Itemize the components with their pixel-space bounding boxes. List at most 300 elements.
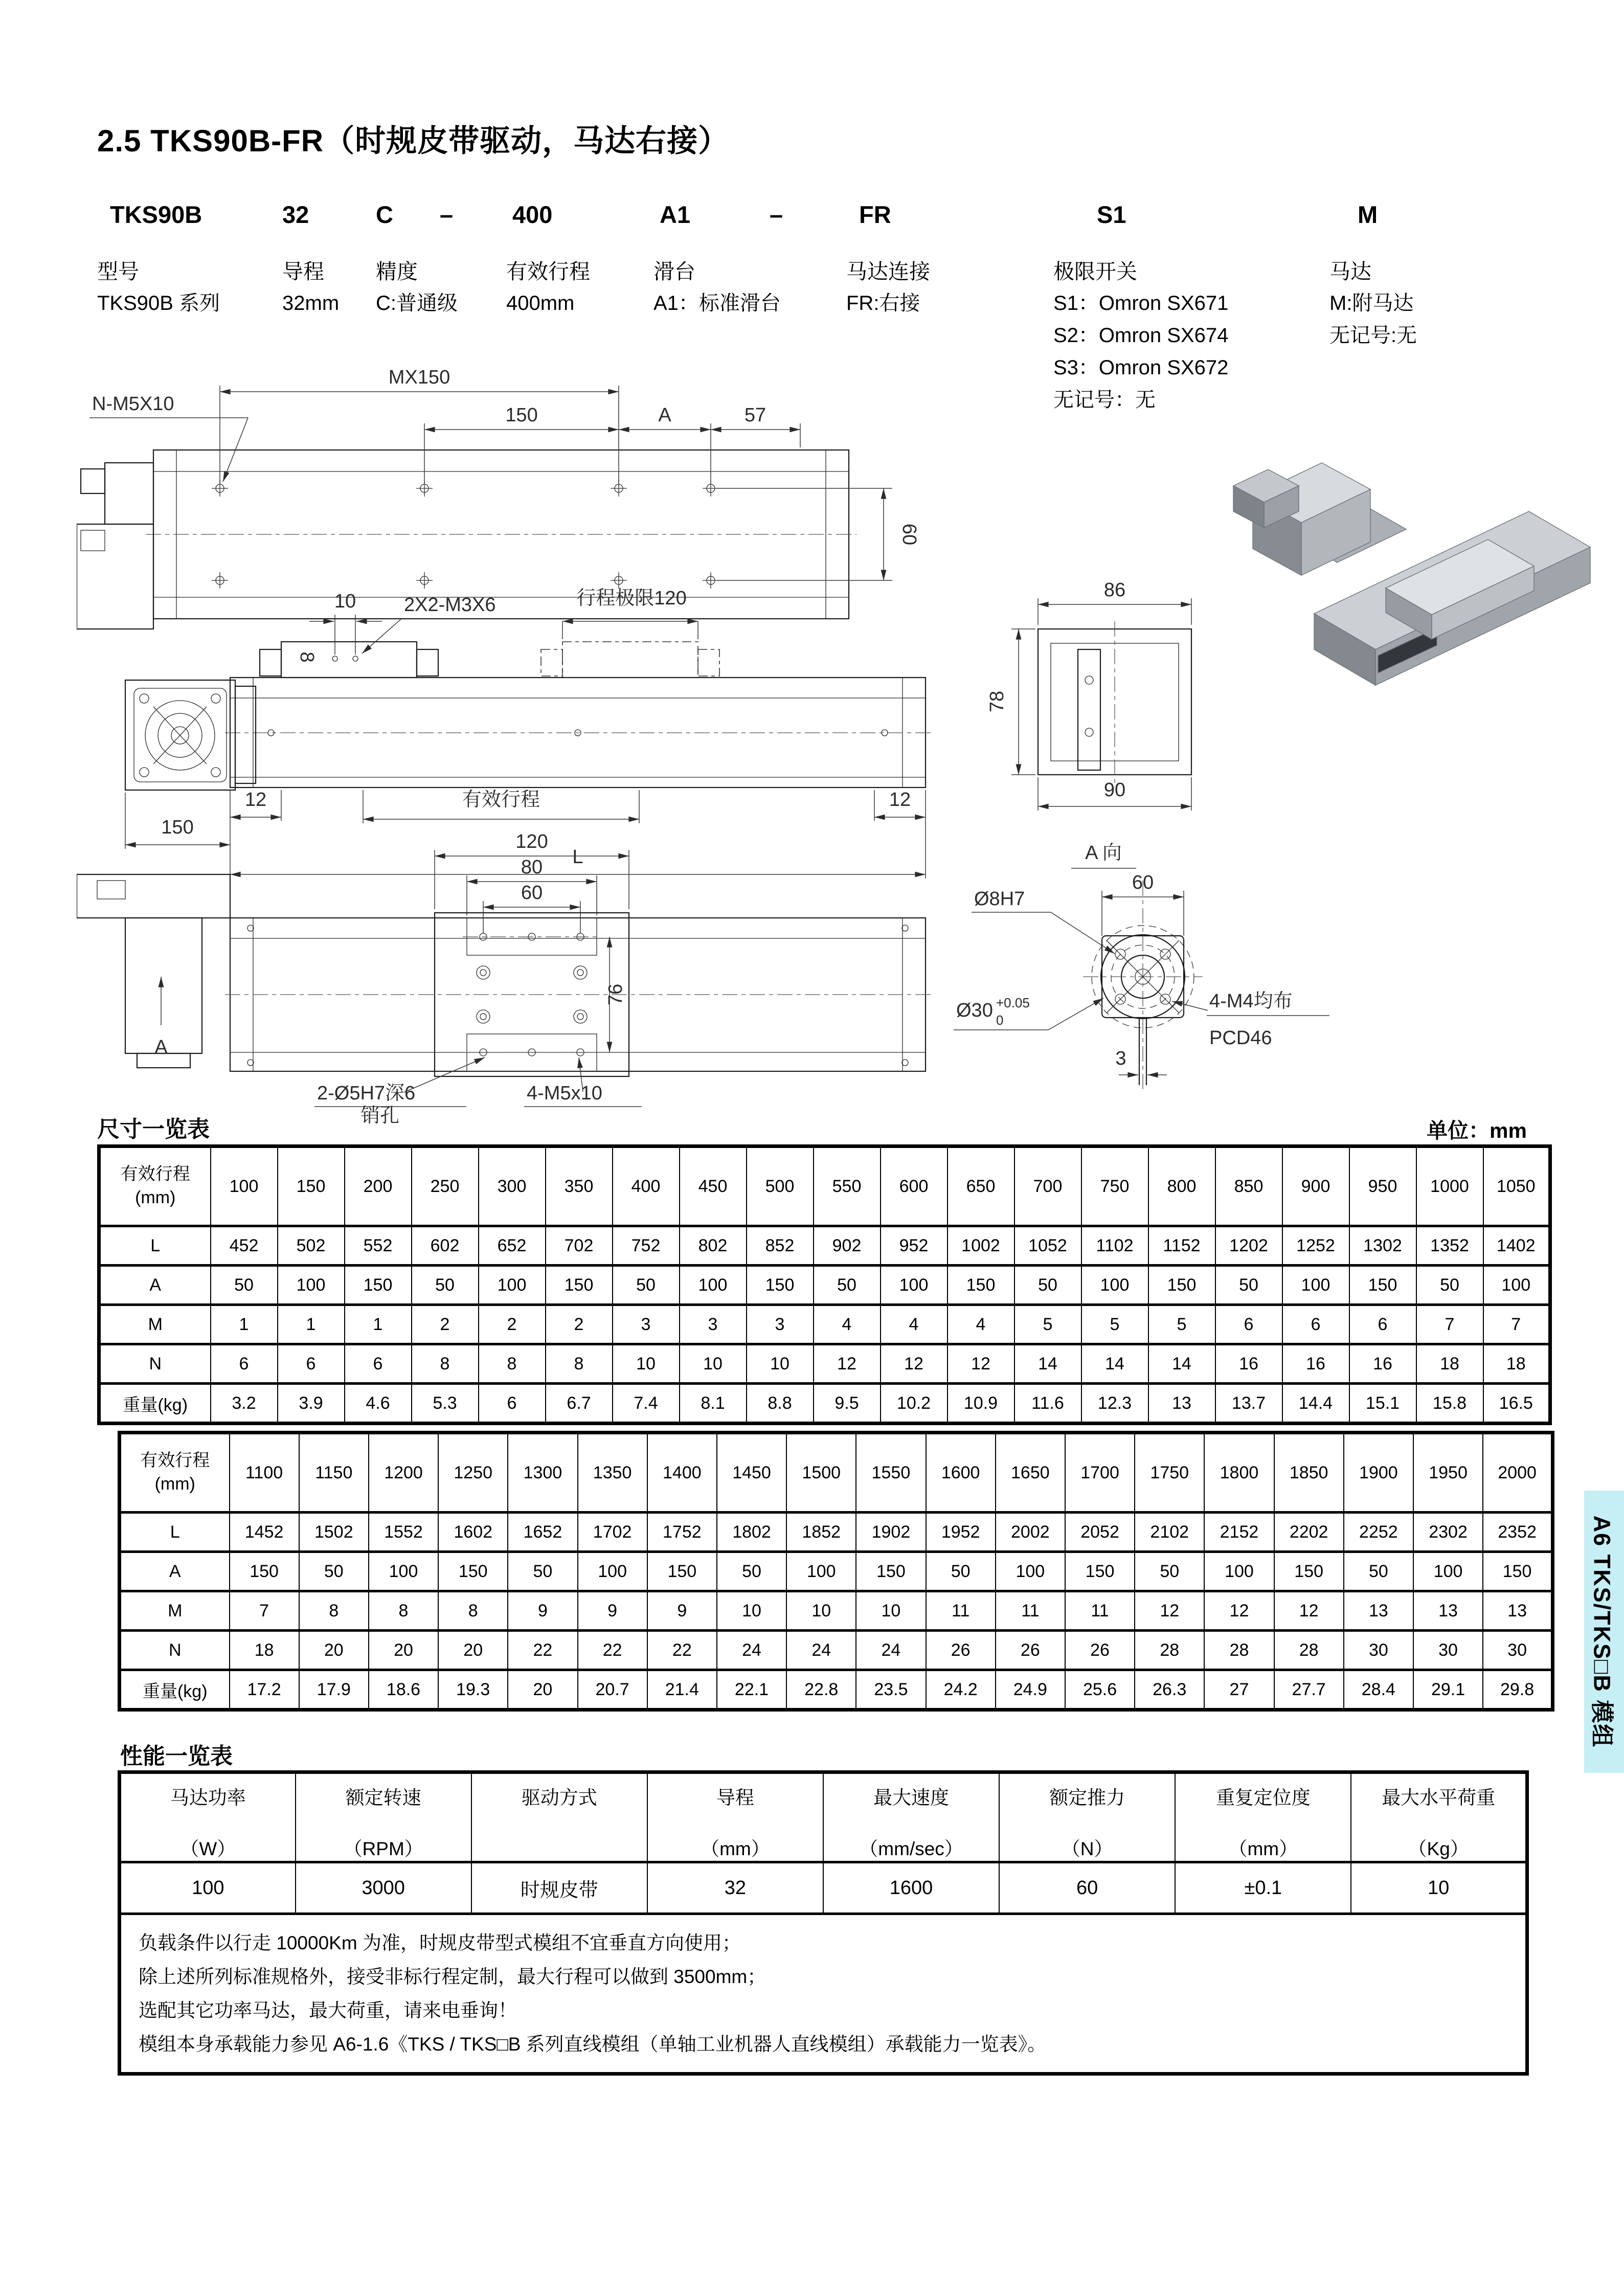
stroke-value: 600 — [881, 1146, 948, 1226]
label-d30-tol-dn: 0 — [996, 1012, 1004, 1028]
dim-86: 86 — [1103, 579, 1126, 601]
dim-78: 78 — [986, 690, 1008, 713]
stroke-value: 350 — [546, 1146, 613, 1226]
table-cell: 13 — [1148, 1384, 1215, 1424]
table-cell: 6 — [278, 1344, 345, 1384]
table-cell: 3 — [747, 1305, 814, 1344]
table-cell: 25.6 — [1065, 1670, 1135, 1710]
dim-12-left: 12 — [244, 789, 267, 811]
table-row — [99, 1266, 1550, 1305]
dim-L: L — [572, 846, 583, 868]
table-cell: 24 — [717, 1631, 786, 1670]
side-tab-label: A6 TKS/TKS□B 模组 — [1589, 1515, 1615, 1748]
table-cell: 24 — [786, 1631, 856, 1670]
perf-header: 最大水平荷重 （Kg） — [1351, 1772, 1527, 1862]
dim-57: 57 — [744, 404, 766, 426]
table-cell: 11 — [1065, 1591, 1135, 1631]
table-cell: 150 — [230, 1552, 299, 1591]
dim-a: A — [658, 404, 671, 426]
dim-table-unit: 单位：mm — [1427, 1119, 1527, 1142]
dim-60: 60 — [898, 523, 920, 546]
performance-table — [118, 1770, 1529, 2076]
table-cell: 7 — [1416, 1305, 1483, 1344]
model-segment-options — [506, 287, 574, 320]
table-cell: 6.7 — [546, 1384, 613, 1424]
table-cell: 14.4 — [1282, 1384, 1349, 1424]
table-cell: 100 — [479, 1266, 546, 1305]
bottom-view — [77, 831, 1115, 1125]
table-cell: 100 — [1413, 1552, 1483, 1591]
dim-mx150: MX150 — [388, 367, 450, 388]
table-cell: 8 — [412, 1344, 479, 1384]
table-cell: 29.1 — [1413, 1670, 1483, 1710]
top-view — [77, 367, 920, 629]
dim-150-motor: 150 — [161, 817, 194, 838]
table-cell: 10 — [680, 1344, 747, 1384]
model-option: C:普通级 — [376, 292, 458, 314]
table-cell: 100 — [881, 1266, 948, 1305]
table-cell: 4.6 — [345, 1384, 412, 1424]
perf-value: ±0.1 — [1175, 1862, 1351, 1914]
stroke-value: 1800 — [1204, 1433, 1274, 1513]
perf-value: 60 — [999, 1862, 1175, 1914]
table-cell: 1752 — [647, 1513, 717, 1552]
stroke-value: 200 — [345, 1146, 412, 1226]
table-cell: 150 — [438, 1552, 508, 1591]
table-cell: 10 — [613, 1344, 680, 1384]
table-cell: 150 — [1483, 1552, 1552, 1591]
table-cell: 452 — [211, 1226, 278, 1266]
perf-value: 时规皮带 — [471, 1862, 647, 1914]
table-row — [120, 1631, 1553, 1670]
model-code: TKS90B — [110, 201, 202, 228]
stroke-value: 1700 — [1065, 1433, 1135, 1513]
table-cell: 50 — [1135, 1552, 1204, 1591]
a-view-detail — [1071, 842, 1329, 1090]
table-cell: 13 — [1483, 1591, 1552, 1631]
table-cell: 12.3 — [1081, 1384, 1148, 1424]
a-view-title: A 向 — [1085, 842, 1122, 864]
table-cell: 2152 — [1204, 1513, 1274, 1552]
perf-table-heading: 性能一览表 — [120, 1744, 233, 1769]
model-code: – — [770, 201, 783, 228]
table-cell: 50 — [814, 1266, 881, 1305]
table-cell: 28 — [1135, 1631, 1204, 1670]
row-header: N — [99, 1344, 211, 1384]
model-option: 400mm — [506, 292, 575, 314]
table-cell: 602 — [412, 1226, 479, 1266]
model-option: 32mm — [282, 292, 340, 314]
note-line: 除上述所列标准规格外，接受非标行程定制，最大行程可以做到 3500mm； — [139, 1966, 766, 1987]
note-line: 选配其它功率马达，最大荷重，请来电垂询！ — [139, 1999, 517, 2021]
table-row — [99, 1344, 1550, 1384]
model-code: A1 — [660, 201, 691, 228]
model-code: 32 — [282, 201, 309, 228]
stroke-value: 1450 — [717, 1433, 786, 1513]
model-option: M:附马达 — [1329, 292, 1414, 314]
table-cell: 1552 — [369, 1513, 438, 1552]
stroke-value: 800 — [1148, 1146, 1215, 1226]
table-cell: 10.2 — [881, 1384, 948, 1424]
table-row — [120, 1670, 1553, 1710]
row-header: M — [120, 1591, 230, 1631]
table-cell: 50 — [299, 1552, 369, 1591]
stroke-value: 650 — [948, 1146, 1014, 1226]
table-cell: 26 — [996, 1631, 1065, 1670]
table-cell: 100 — [369, 1552, 438, 1591]
stroke-value: 1650 — [996, 1433, 1065, 1513]
stroke-value: 950 — [1349, 1146, 1416, 1226]
stroke-value: 550 — [814, 1146, 881, 1226]
model-option: 无记号：无 — [1053, 389, 1156, 411]
dim-8: 8 — [296, 651, 318, 663]
table-row — [120, 1513, 1553, 1552]
table-cell: 150 — [1148, 1266, 1215, 1305]
table-cell: 802 — [680, 1226, 747, 1266]
table-cell: 5 — [1081, 1305, 1148, 1344]
table-cell: 3.2 — [211, 1384, 278, 1424]
model-option: S3：Omron SX672 — [1053, 356, 1229, 379]
table-cell: 1902 — [856, 1513, 926, 1552]
model-segment-label: 极限开关 — [1053, 260, 1137, 283]
table-cell: 16.5 — [1483, 1384, 1550, 1424]
table-cell: 20 — [508, 1670, 577, 1710]
model-segment-options — [653, 287, 781, 320]
table-cell: 19.3 — [438, 1670, 508, 1710]
table-cell: 1302 — [1349, 1226, 1416, 1266]
dim-80: 80 — [521, 857, 543, 878]
table-cell: 4 — [814, 1305, 881, 1344]
table-cell: 9.5 — [814, 1384, 881, 1424]
model-segment-options — [846, 287, 920, 320]
table-cell: 27 — [1204, 1670, 1274, 1710]
table-cell: 652 — [479, 1226, 546, 1266]
stroke-header: 有效行程 (mm) — [120, 1433, 230, 1513]
perf-value-row — [120, 1862, 1527, 1914]
table-cell: 26 — [926, 1631, 996, 1670]
stroke-value: 1150 — [299, 1433, 369, 1513]
label-pcd46: PCD46 — [1209, 1027, 1272, 1049]
table-cell: 10 — [717, 1591, 786, 1631]
table-cell: 10 — [856, 1591, 926, 1631]
table-cell: 30 — [1483, 1631, 1552, 1670]
table-cell: 50 — [1014, 1266, 1081, 1305]
model-code: C — [376, 201, 393, 228]
table-cell: 18 — [1483, 1344, 1550, 1384]
table-cell: 100 — [786, 1552, 856, 1591]
table-cell: 150 — [747, 1266, 814, 1305]
table-cell: 2 — [546, 1305, 613, 1344]
perf-header: 额定转速 （RPM） — [296, 1772, 471, 1862]
model-segment-label: 型号 — [97, 260, 139, 283]
model-option: S2：Omron SX674 — [1053, 324, 1229, 347]
perf-value: 1600 — [823, 1862, 999, 1914]
table-cell: 12 — [881, 1344, 948, 1384]
table-cell: 16 — [1215, 1344, 1282, 1384]
perf-header-row — [120, 1772, 1527, 1862]
table-cell: 100 — [578, 1552, 647, 1591]
table-cell: 100 — [1282, 1266, 1349, 1305]
table-cell: 20 — [299, 1631, 369, 1670]
table-cell: 12 — [1204, 1591, 1274, 1631]
table-cell: 20 — [438, 1631, 508, 1670]
perf-notes-row — [120, 1914, 1527, 2074]
label-m5x10: 4-M5x10 — [527, 1083, 602, 1104]
table-cell: 7.4 — [613, 1384, 680, 1424]
stroke-value: 1600 — [926, 1433, 996, 1513]
dim-60-flange: 60 — [1132, 872, 1154, 893]
perf-header: 额定推力 （N） — [999, 1772, 1175, 1862]
model-option: 无记号:无 — [1329, 324, 1417, 347]
table-cell: 15.1 — [1349, 1384, 1416, 1424]
view-arrow-label: A — [154, 1037, 168, 1058]
table-cell: 150 — [1349, 1266, 1416, 1305]
table-cell: 16 — [1282, 1344, 1349, 1384]
stroke-value: 400 — [613, 1146, 680, 1226]
table-cell: 6 — [1215, 1305, 1282, 1344]
dimension-table-1 — [97, 1144, 1552, 1425]
stroke-value: 1550 — [856, 1433, 926, 1513]
table-cell: 20.7 — [578, 1670, 647, 1710]
label-effective-stroke: 有效行程 — [462, 789, 540, 811]
table-cell: 1952 — [926, 1513, 996, 1552]
table-cell: 11 — [926, 1591, 996, 1631]
stroke-value: 300 — [479, 1146, 546, 1226]
table-cell: 50 — [412, 1266, 479, 1305]
table-cell: 6 — [1349, 1305, 1416, 1344]
model-segment-label: 有效行程 — [506, 260, 590, 283]
model-code: S1 — [1097, 201, 1126, 228]
table-row — [99, 1305, 1550, 1344]
model-segment-options — [282, 287, 339, 320]
dim-150: 150 — [505, 404, 538, 426]
row-header: A — [99, 1266, 211, 1305]
table-cell: 150 — [546, 1266, 613, 1305]
table-cell: 2002 — [996, 1513, 1065, 1552]
table-cell: 100 — [1081, 1266, 1148, 1305]
table-cell: 50 — [926, 1552, 996, 1591]
table-cell: 100 — [1204, 1552, 1274, 1591]
table-cell: 1152 — [1148, 1226, 1215, 1266]
table-cell: 24.9 — [996, 1670, 1065, 1710]
table-cell: 11 — [996, 1591, 1065, 1631]
stroke-header-row — [99, 1146, 1550, 1226]
table-cell: 14 — [1081, 1344, 1148, 1384]
table-cell: 1 — [211, 1305, 278, 1344]
table-cell: 100 — [278, 1266, 345, 1305]
table-cell: 1852 — [786, 1513, 856, 1552]
model-code: – — [440, 201, 454, 228]
stroke-value: 250 — [412, 1146, 479, 1226]
table-cell: 16 — [1349, 1344, 1416, 1384]
model-segment-label: 马达连接 — [846, 260, 930, 283]
dim-12-right: 12 — [889, 789, 911, 811]
row-header: 重量(kg) — [120, 1670, 230, 1710]
table-cell: 1352 — [1416, 1226, 1483, 1266]
table-cell: 6 — [479, 1384, 546, 1424]
table-cell: 50 — [508, 1552, 577, 1591]
table-cell: 1652 — [508, 1513, 577, 1552]
table-cell: 22 — [578, 1631, 647, 1670]
label-d30: Ø30 — [956, 1000, 993, 1021]
table-cell: 26 — [1065, 1631, 1135, 1670]
table-cell: 752 — [613, 1226, 680, 1266]
table-cell: 15.8 — [1416, 1384, 1483, 1424]
table-cell: 1702 — [578, 1513, 647, 1552]
stroke-value: 1400 — [647, 1433, 717, 1513]
table-cell: 4 — [881, 1305, 948, 1344]
stroke-value: 1250 — [438, 1433, 508, 1513]
table-cell: 100 — [1483, 1266, 1550, 1305]
row-header: L — [120, 1513, 230, 1552]
table-cell: 1402 — [1483, 1226, 1550, 1266]
table-cell: 13 — [1344, 1591, 1413, 1631]
model-segment-options — [376, 287, 458, 320]
model-segment-label: 马达 — [1329, 260, 1371, 283]
stroke-value: 850 — [1215, 1146, 1282, 1226]
table-cell: 22 — [647, 1631, 717, 1670]
table-cell: 12 — [1135, 1591, 1204, 1631]
table-cell: 24.2 — [926, 1670, 996, 1710]
label-m4: 4-M4均布 — [1209, 991, 1293, 1012]
table-cell: 2 — [479, 1305, 546, 1344]
table-cell: 8 — [369, 1591, 438, 1631]
table-cell: 3 — [613, 1305, 680, 1344]
table-cell: 1602 — [438, 1513, 508, 1552]
table-cell: 22.1 — [717, 1670, 786, 1710]
table-cell: 5 — [1148, 1305, 1215, 1344]
table-cell: 26.3 — [1135, 1670, 1204, 1710]
dim-10: 10 — [334, 591, 356, 612]
table-cell: 17.2 — [230, 1670, 299, 1710]
dim-60-plate: 60 — [521, 882, 543, 904]
table-cell: 2202 — [1274, 1513, 1344, 1552]
table-cell: 13.7 — [1215, 1384, 1282, 1424]
table-cell: 12 — [1274, 1591, 1344, 1631]
table-cell: 2352 — [1483, 1513, 1552, 1552]
model-option: S1：Omron SX671 — [1053, 292, 1229, 314]
perf-value: 10 — [1351, 1862, 1527, 1914]
row-header: 重量(kg) — [99, 1384, 211, 1424]
table-cell: 8 — [438, 1591, 508, 1631]
table-cell: 1102 — [1081, 1226, 1148, 1266]
table-cell: 22 — [508, 1631, 577, 1670]
dimension-table-2 — [118, 1431, 1554, 1712]
model-code: 400 — [512, 201, 553, 228]
table-cell: 952 — [881, 1226, 948, 1266]
dim-120: 120 — [515, 831, 548, 852]
table-cell: 150 — [345, 1266, 412, 1305]
table-cell: 8 — [546, 1344, 613, 1384]
stroke-value: 1000 — [1416, 1146, 1483, 1226]
table-cell: 1802 — [717, 1513, 786, 1552]
table-cell: 10 — [786, 1591, 856, 1631]
table-cell: 9 — [508, 1591, 577, 1631]
table-cell: 552 — [345, 1226, 412, 1266]
stroke-value: 500 — [747, 1146, 814, 1226]
table-cell: 7 — [1483, 1305, 1550, 1344]
table-row — [120, 1552, 1553, 1591]
perf-header: 导程 （mm） — [647, 1772, 823, 1862]
table-cell: 23.5 — [856, 1670, 926, 1710]
table-cell: 21.4 — [647, 1670, 717, 1710]
table-cell: 1 — [278, 1305, 345, 1344]
table-cell: 2052 — [1065, 1513, 1135, 1552]
table-cell: 6 — [211, 1344, 278, 1384]
stroke-value: 2000 — [1483, 1433, 1552, 1513]
table-cell: 8.8 — [747, 1384, 814, 1424]
perf-notes — [120, 1914, 1527, 2074]
stroke-value: 1300 — [508, 1433, 577, 1513]
table-cell: 50 — [717, 1552, 786, 1591]
table-cell: 28.4 — [1344, 1670, 1413, 1710]
table-cell: 18.6 — [369, 1670, 438, 1710]
table-cell: 13 — [1413, 1591, 1483, 1631]
table-cell: 6 — [1282, 1305, 1349, 1344]
label-stroke-limit: 行程极限120 — [576, 588, 687, 609]
stroke-value: 1050 — [1483, 1146, 1550, 1226]
table-cell: 5.3 — [412, 1384, 479, 1424]
stroke-value: 900 — [1282, 1146, 1349, 1226]
table-cell: 8 — [479, 1344, 546, 1384]
row-header: L — [99, 1226, 211, 1266]
table-cell: 5 — [1014, 1305, 1081, 1344]
dim-3: 3 — [1115, 1048, 1126, 1069]
section-view — [986, 579, 1191, 811]
table-cell: 100 — [996, 1552, 1065, 1591]
model-segment-label: 滑台 — [653, 260, 695, 283]
table-cell: 10.9 — [948, 1384, 1014, 1424]
table-cell: 29.8 — [1483, 1670, 1552, 1710]
table-cell: 1002 — [948, 1226, 1014, 1266]
table-cell: 7 — [230, 1591, 299, 1631]
table-cell: 22.8 — [786, 1670, 856, 1710]
table-cell: 50 — [211, 1266, 278, 1305]
table-cell: 150 — [647, 1552, 717, 1591]
table-cell: 150 — [948, 1266, 1014, 1305]
table-cell: 28 — [1204, 1631, 1274, 1670]
model-segment-options — [97, 287, 220, 320]
table-cell: 6 — [345, 1344, 412, 1384]
table-cell: 3 — [680, 1305, 747, 1344]
table-cell: 3.9 — [278, 1384, 345, 1424]
label-n-m5x10: N-M5X10 — [92, 393, 174, 415]
table-cell: 17.9 — [299, 1670, 369, 1710]
table-cell: 852 — [747, 1226, 814, 1266]
row-header: M — [99, 1305, 211, 1344]
perf-header: 重复定位度 （mm） — [1175, 1772, 1351, 1862]
stroke-value: 1500 — [786, 1433, 856, 1513]
table-cell: 11.6 — [1014, 1384, 1081, 1424]
perf-value: 100 — [120, 1862, 296, 1914]
stroke-value: 150 — [278, 1146, 345, 1226]
table-cell: 18 — [230, 1631, 299, 1670]
table-cell: 18 — [1416, 1344, 1483, 1384]
table-cell: 1 — [345, 1305, 412, 1344]
label-pin-hole-2: 销孔 — [360, 1105, 400, 1125]
stroke-value: 1100 — [230, 1433, 299, 1513]
stroke-header: 有效行程 (mm) — [99, 1146, 211, 1226]
model-option: FR:右接 — [846, 292, 920, 314]
table-cell: 1502 — [299, 1513, 369, 1552]
product-3d-render — [1233, 463, 1590, 685]
table-cell: 9 — [578, 1591, 647, 1631]
dim-table-heading: 尺寸一览表 — [97, 1117, 210, 1142]
label-d30-tol-up: +0.05 — [996, 995, 1030, 1010]
stroke-value: 450 — [680, 1146, 747, 1226]
table-row — [99, 1226, 1550, 1266]
dim-76: 76 — [605, 983, 626, 1006]
